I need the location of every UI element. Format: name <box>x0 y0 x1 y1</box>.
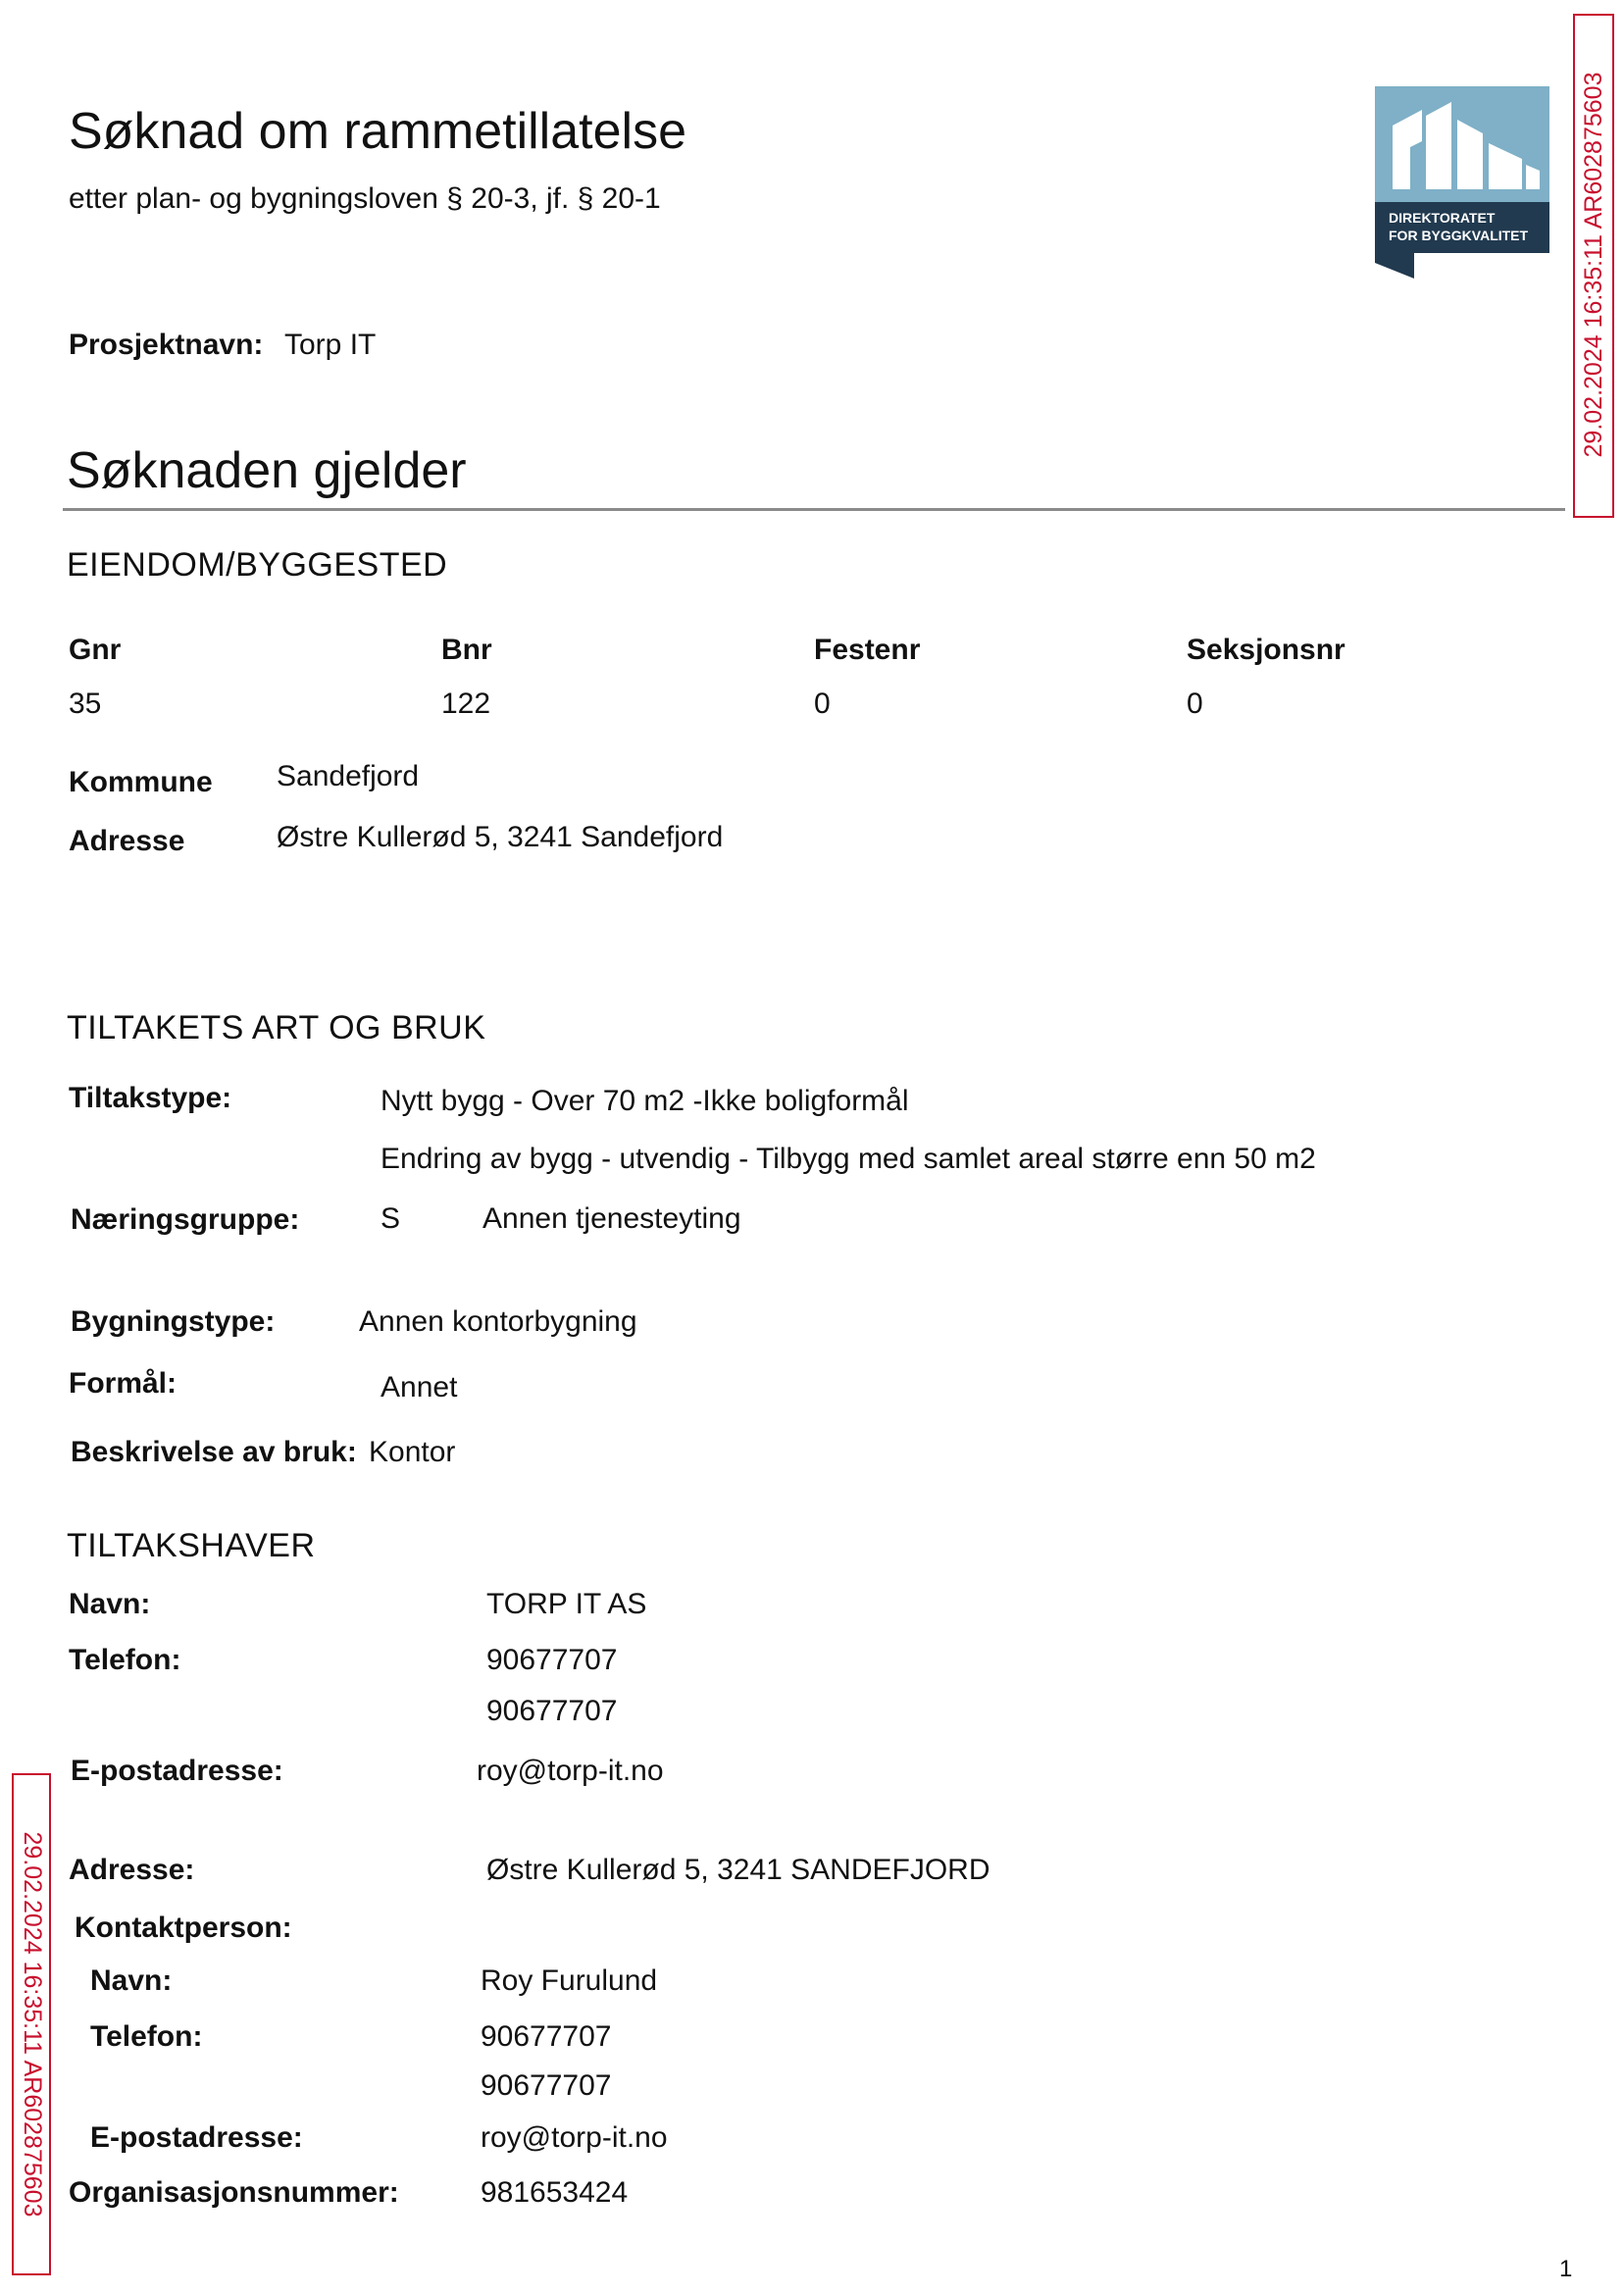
kontakt-navn-label: Navn: <box>90 1964 173 1997</box>
tiltakshaver-telefon-label: Telefon: <box>69 1644 181 1676</box>
tiltakshaver-navn-label: Navn: <box>69 1588 151 1620</box>
bruk-label: Beskrivelse av bruk: <box>71 1436 357 1468</box>
bnr-label: Bnr <box>441 634 492 666</box>
tiltakshaver-telefon-1: 90677707 <box>486 1644 618 1676</box>
logo-text-line2: FOR BYGGKVALITET <box>1389 228 1529 243</box>
adresse-value: Østre Kullerød 5, 3241 Sandefjord <box>277 821 724 853</box>
orgnr-value: 981653424 <box>481 2176 629 2209</box>
tiltakshaver-adresse-value: Østre Kullerød 5, 3241 SANDEFJORD <box>486 1854 990 1886</box>
kontakt-telefon-1: 90677707 <box>481 2020 612 2053</box>
section-title: Søknaden gjelder <box>67 442 467 499</box>
bygningstype-label: Bygningstype: <box>71 1305 276 1338</box>
seksjonsnr-label: Seksjonsnr <box>1187 634 1345 666</box>
kontakt-telefon-label: Telefon: <box>90 2020 203 2053</box>
stamp-text-top: 29.02.2024 16:35:11 AR602875603 <box>1580 72 1607 458</box>
gnr-value: 35 <box>69 688 102 720</box>
tiltak-heading: TILTAKETS ART OG BRUK <box>67 1009 486 1046</box>
stamp-text-bottom: 29.02.2024 16:35:11 AR602875603 <box>19 1831 46 2218</box>
section-divider <box>63 508 1565 511</box>
orgnr-label: Organisasjonsnummer: <box>69 2176 399 2209</box>
naeringsgruppe-code: S <box>381 1202 401 1235</box>
tiltakshaver-adresse-label: Adresse: <box>69 1854 195 1886</box>
naeringsgruppe-text: Annen tjenesteyting <box>482 1202 741 1235</box>
timestamp-stamp-bottom <box>12 1773 51 2275</box>
page-subtitle: etter plan- og bygningsloven § 20-3, jf. § 20-1 <box>69 182 661 215</box>
kontaktperson-label: Kontaktperson: <box>75 1912 292 1944</box>
bruk-value: Kontor <box>369 1436 456 1468</box>
page-number: 1 <box>1559 2256 1573 2282</box>
festenr-label: Festenr <box>814 634 921 666</box>
bygningstype-value: Annen kontorbygning <box>359 1305 637 1338</box>
tiltakshaver-telefon-2: 90677707 <box>486 1695 618 1727</box>
kontakt-epost-value: roy@torp-it.no <box>481 2121 668 2154</box>
tiltakshaver-epost-value: roy@torp-it.no <box>477 1755 664 1787</box>
festenr-value: 0 <box>814 688 831 720</box>
seksjonsnr-value: 0 <box>1187 688 1203 720</box>
kontakt-epost-label: E-postadresse: <box>90 2121 303 2154</box>
tiltakstype-value-1: Nytt bygg - Over 70 m2 -Ikke boligformål <box>381 1085 909 1117</box>
kommune-value: Sandefjord <box>277 760 420 792</box>
project-name-label: Prosjektnavn: <box>69 329 264 361</box>
formal-value: Annet <box>381 1371 458 1403</box>
tiltakstype-label: Tiltakstype: <box>69 1082 232 1114</box>
kontakt-navn-value: Roy Furulund <box>481 1964 658 1997</box>
logo-text-line1: DIREKTORATET <box>1389 210 1496 226</box>
dibk-logo <box>1375 86 1551 279</box>
page-title: Søknad om rammetillatelse <box>69 103 686 160</box>
naeringsgruppe-label: Næringsgruppe: <box>71 1203 300 1236</box>
project-name-value: Torp IT <box>284 329 377 361</box>
formal-label: Formål: <box>69 1367 178 1400</box>
bnr-value: 122 <box>441 688 491 720</box>
tiltakshaver-navn-value: TORP IT AS <box>486 1588 647 1620</box>
gnr-label: Gnr <box>69 634 122 666</box>
tiltakshaver-epost-label: E-postadresse: <box>71 1755 283 1787</box>
kontakt-telefon-2: 90677707 <box>481 2069 612 2102</box>
timestamp-stamp-top <box>1573 14 1614 518</box>
tiltakshaver-heading: TILTAKSHAVER <box>67 1527 316 1564</box>
kommune-label: Kommune <box>69 766 213 798</box>
adresse-label: Adresse <box>69 825 185 857</box>
tiltakstype-value-2: Endring av bygg - utvendig - Tilbygg med samlet areal større enn 50 m2 <box>381 1143 1316 1175</box>
eiendom-heading: EIENDOM/BYGGESTED <box>67 546 448 584</box>
